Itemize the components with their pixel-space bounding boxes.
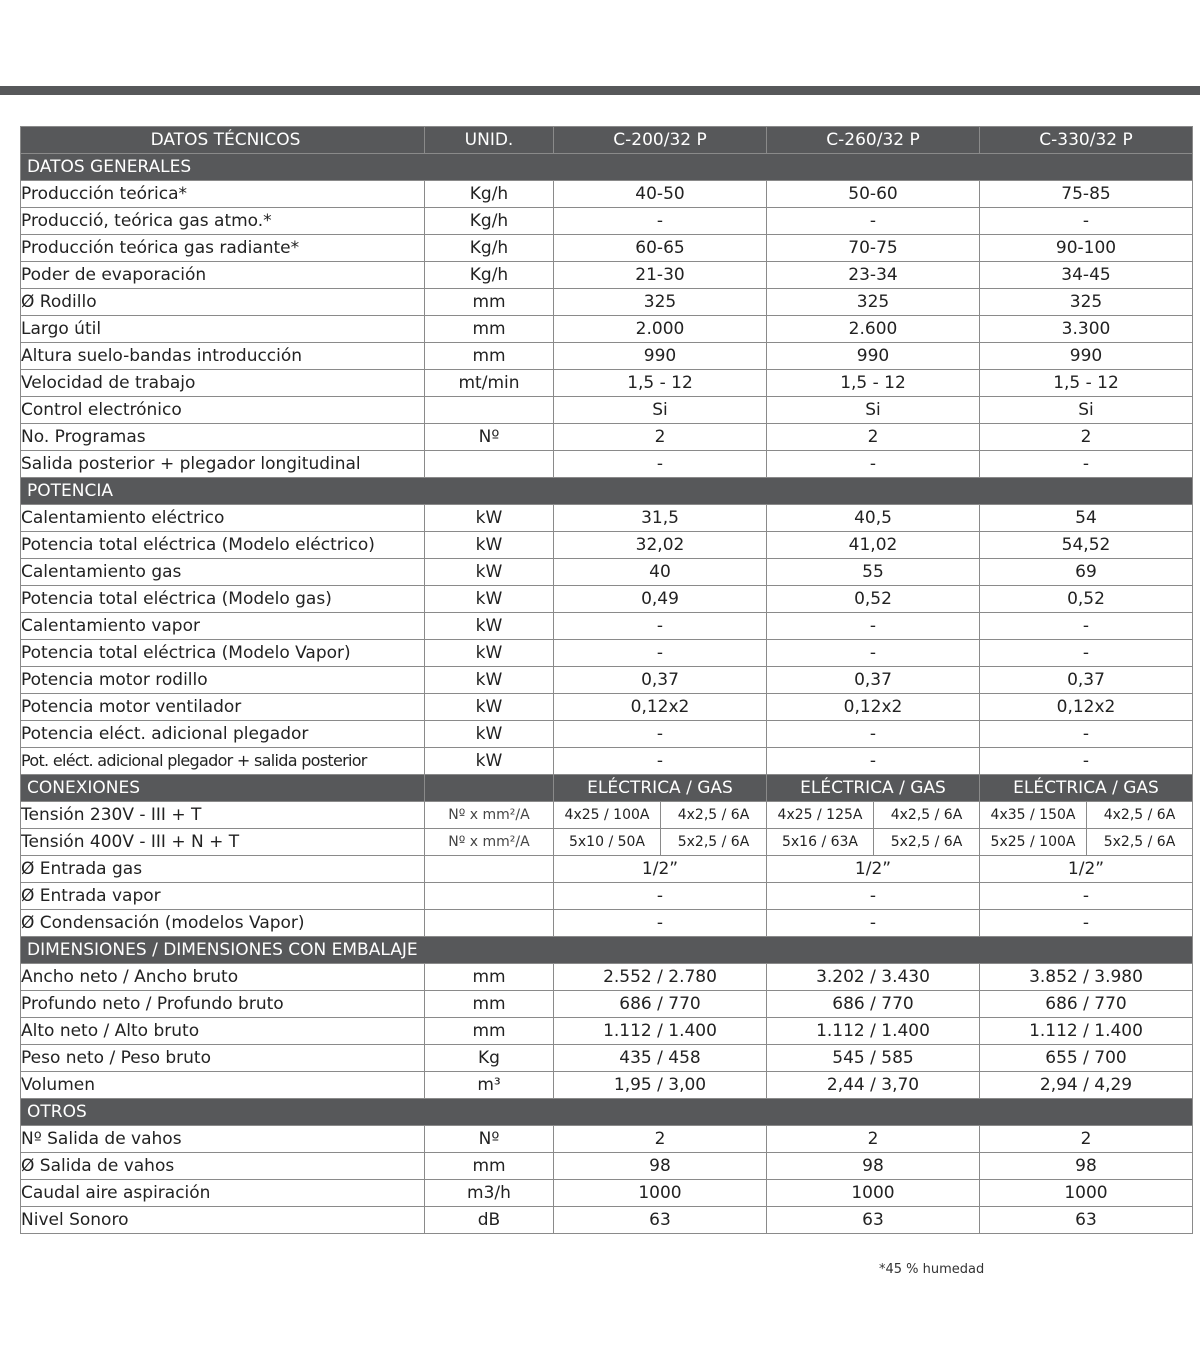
section-header-otros [21, 1099, 1193, 1126]
section-header-conexiones [21, 775, 1193, 802]
row-value: 3.202 / 3.430 [767, 964, 980, 991]
row-value: 63 [980, 1207, 1193, 1234]
row-value-gas: 5x2,5 / 6A [874, 829, 980, 856]
row-value: - [767, 613, 980, 640]
row-label: Ø Entrada gas [21, 856, 425, 883]
row-value: 2 [980, 1126, 1193, 1153]
table-row [21, 262, 1193, 289]
row-unit: mt/min [425, 370, 554, 397]
table-row [21, 721, 1193, 748]
row-label: Peso neto / Peso bruto [21, 1045, 425, 1072]
row-label: Ø Condensación (modelos Vapor) [21, 910, 425, 937]
table-row [21, 1045, 1193, 1072]
row-unit: Kg/h [425, 235, 554, 262]
row-value-gas: 5x2,5 / 6A [1087, 829, 1193, 856]
row-value: 70-75 [767, 235, 980, 262]
row-value: - [554, 910, 767, 937]
row-value: 1,5 - 12 [980, 370, 1193, 397]
row-unit: kW [425, 640, 554, 667]
section-value: ELÉCTRICA / GAS [767, 775, 980, 802]
row-unit: Nº x mm²/A [425, 802, 554, 829]
row-unit: m3/h [425, 1180, 554, 1207]
section-title: DATOS GENERALES [21, 154, 1193, 181]
table-row [21, 586, 1193, 613]
row-label: Producció, teórica gas atmo.* [21, 208, 425, 235]
row-label: Ancho neto / Ancho bruto [21, 964, 425, 991]
row-unit [425, 451, 554, 478]
row-value: - [980, 613, 1193, 640]
row-label: Potencia total eléctrica (Modelo gas) [21, 586, 425, 613]
row-value: 98 [767, 1153, 980, 1180]
row-value: 50-60 [767, 181, 980, 208]
row-value: 54 [980, 505, 1193, 532]
row-value: 23-34 [767, 262, 980, 289]
section-title: OTROS [21, 1099, 1193, 1126]
row-value: 325 [980, 289, 1193, 316]
row-value: 1.112 / 1.400 [980, 1018, 1193, 1045]
row-value-gas: 5x2,5 / 6A [661, 829, 767, 856]
spec-table [20, 126, 1193, 1234]
row-value: - [767, 451, 980, 478]
section-header-general [21, 154, 1193, 181]
row-value: 90-100 [980, 235, 1193, 262]
row-value: 1/2” [554, 856, 767, 883]
row-unit: Kg/h [425, 208, 554, 235]
row-label: Calentamiento eléctrico [21, 505, 425, 532]
row-value-electric: 4x35 / 150A [980, 802, 1087, 829]
row-value: 990 [980, 343, 1193, 370]
row-value: - [980, 910, 1193, 937]
row-value: 325 [767, 289, 980, 316]
row-value: 3.300 [980, 316, 1193, 343]
header-model-2: C-260/32 P [767, 127, 980, 154]
row-value-gas: 4x2,5 / 6A [1087, 802, 1193, 829]
row-value: 21-30 [554, 262, 767, 289]
row-value: - [767, 640, 980, 667]
row-unit: Nº x mm²/A [425, 829, 554, 856]
row-value: 1000 [554, 1180, 767, 1207]
row-value: 2 [767, 1126, 980, 1153]
row-value: 31,5 [554, 505, 767, 532]
table-row [21, 991, 1193, 1018]
row-value: 63 [554, 1207, 767, 1234]
row-value: 41,02 [767, 532, 980, 559]
row-value: 75-85 [980, 181, 1193, 208]
row-label: Profundo neto / Profundo bruto [21, 991, 425, 1018]
row-unit: mm [425, 316, 554, 343]
table-row [21, 694, 1193, 721]
section-header-potencia [21, 478, 1193, 505]
row-unit: dB [425, 1207, 554, 1234]
table-row [21, 451, 1193, 478]
row-label: Producción teórica* [21, 181, 425, 208]
table-row [21, 532, 1193, 559]
row-unit: kW [425, 667, 554, 694]
row-value: 69 [980, 559, 1193, 586]
row-value: - [554, 640, 767, 667]
row-label: Producción teórica gas radiante* [21, 235, 425, 262]
row-value-gas: 4x2,5 / 6A [874, 802, 980, 829]
row-value: Si [554, 397, 767, 424]
row-value: 545 / 585 [767, 1045, 980, 1072]
top-divider-bar [0, 86, 1200, 95]
row-value: 435 / 458 [554, 1045, 767, 1072]
row-value: 54,52 [980, 532, 1193, 559]
table-header-row [21, 127, 1193, 154]
row-value: 990 [767, 343, 980, 370]
row-value: - [767, 748, 980, 775]
table-row [21, 235, 1193, 262]
table-row [21, 181, 1193, 208]
row-value: - [554, 748, 767, 775]
row-value: 2.000 [554, 316, 767, 343]
table-row [21, 667, 1193, 694]
row-unit: m³ [425, 1072, 554, 1099]
table-row [21, 505, 1193, 532]
row-value: - [554, 613, 767, 640]
row-label: Calentamiento gas [21, 559, 425, 586]
row-unit: Kg/h [425, 181, 554, 208]
footnote: *45 % humedad [879, 1262, 985, 1277]
row-value: 1,5 - 12 [554, 370, 767, 397]
table-row [21, 613, 1193, 640]
section-unit-cell [425, 775, 554, 802]
row-unit: Kg/h [425, 262, 554, 289]
row-value: 0,37 [980, 667, 1193, 694]
row-label: Ø Salida de vahos [21, 1153, 425, 1180]
row-value-electric: 5x10 / 50A [554, 829, 661, 856]
row-value-electric: 4x25 / 125A [767, 802, 874, 829]
row-unit: Nº [425, 424, 554, 451]
row-label: Potencia total eléctrica (Modelo Vapor) [21, 640, 425, 667]
row-value-electric: 5x25 / 100A [980, 829, 1087, 856]
row-value-gas: 4x2,5 / 6A [661, 802, 767, 829]
table-row [21, 829, 1193, 856]
table-row [21, 208, 1193, 235]
table-row [21, 424, 1193, 451]
table-row [21, 802, 1193, 829]
table-row [21, 883, 1193, 910]
row-value: 325 [554, 289, 767, 316]
row-value: - [980, 883, 1193, 910]
table-row [21, 289, 1193, 316]
row-value: 2,44 / 3,70 [767, 1072, 980, 1099]
row-value: 1,5 - 12 [767, 370, 980, 397]
table-row [21, 1153, 1193, 1180]
row-label: Alto neto / Alto bruto [21, 1018, 425, 1045]
row-unit: mm [425, 1153, 554, 1180]
row-value: 2,94 / 4,29 [980, 1072, 1193, 1099]
row-value: 686 / 770 [980, 991, 1193, 1018]
row-value: 55 [767, 559, 980, 586]
row-value: 34-45 [980, 262, 1193, 289]
row-unit: mm [425, 289, 554, 316]
table-row [21, 1207, 1193, 1234]
row-value: - [554, 883, 767, 910]
row-value: 0,52 [980, 586, 1193, 613]
row-label: Caudal aire aspiración [21, 1180, 425, 1207]
row-value: - [767, 721, 980, 748]
table-row [21, 559, 1193, 586]
row-value: 0,52 [767, 586, 980, 613]
row-value: 686 / 770 [767, 991, 980, 1018]
row-unit [425, 910, 554, 937]
row-label: Poder de evaporación [21, 262, 425, 289]
row-value: 686 / 770 [554, 991, 767, 1018]
row-value: 32,02 [554, 532, 767, 559]
row-value: - [554, 721, 767, 748]
row-unit: kW [425, 694, 554, 721]
row-value: 0,49 [554, 586, 767, 613]
row-label: Velocidad de trabajo [21, 370, 425, 397]
table-row [21, 397, 1193, 424]
row-unit: kW [425, 505, 554, 532]
row-value: 2.600 [767, 316, 980, 343]
row-value: - [767, 883, 980, 910]
table-row [21, 316, 1193, 343]
row-value: - [980, 208, 1193, 235]
row-value: 1000 [767, 1180, 980, 1207]
row-value: 60-65 [554, 235, 767, 262]
row-value: 40 [554, 559, 767, 586]
row-value: - [980, 748, 1193, 775]
row-value: 1.112 / 1.400 [554, 1018, 767, 1045]
row-value: 98 [980, 1153, 1193, 1180]
row-value-electric: 5x16 / 63A [767, 829, 874, 856]
section-title: DIMENSIONES / DIMENSIONES CON EMBALAJE [21, 937, 1193, 964]
row-value: 3.852 / 3.980 [980, 964, 1193, 991]
row-unit [425, 883, 554, 910]
header-unit: UNID. [425, 127, 554, 154]
row-value: - [767, 910, 980, 937]
row-unit: kW [425, 532, 554, 559]
row-value: Si [767, 397, 980, 424]
row-unit: kW [425, 721, 554, 748]
row-label: Potencia motor rodillo [21, 667, 425, 694]
row-unit: Nº [425, 1126, 554, 1153]
row-value: 98 [554, 1153, 767, 1180]
row-value: 990 [554, 343, 767, 370]
row-value: 0,12x2 [767, 694, 980, 721]
row-value: Si [980, 397, 1193, 424]
header-model-3: C-330/32 P [980, 127, 1193, 154]
row-value: 655 / 700 [980, 1045, 1193, 1072]
row-unit [425, 397, 554, 424]
header-model-1: C-200/32 P [554, 127, 767, 154]
row-label: Nº Salida de vahos [21, 1126, 425, 1153]
section-value: ELÉCTRICA / GAS [554, 775, 767, 802]
row-value: - [767, 208, 980, 235]
row-label: Largo útil [21, 316, 425, 343]
row-unit: kW [425, 748, 554, 775]
row-unit: kW [425, 559, 554, 586]
row-label: Potencia total eléctrica (Modelo eléctrico) [21, 532, 425, 559]
row-value: 1.112 / 1.400 [767, 1018, 980, 1045]
row-label: Salida posterior + plegador longitudinal [21, 451, 425, 478]
row-value: - [980, 451, 1193, 478]
table-row [21, 1180, 1193, 1207]
section-value: ELÉCTRICA / GAS [980, 775, 1193, 802]
header-title: DATOS TÉCNICOS [21, 127, 425, 154]
row-value: 1/2” [980, 856, 1193, 883]
section-header-dimensiones [21, 937, 1193, 964]
row-value: 1,95 / 3,00 [554, 1072, 767, 1099]
row-value: 2 [980, 424, 1193, 451]
row-label: Pot. eléct. adicional plegador + salida posterior [21, 748, 425, 775]
table-row [21, 910, 1193, 937]
row-label: Potencia eléct. adicional plegador [21, 721, 425, 748]
table-row [21, 343, 1193, 370]
row-label: Altura suelo-bandas introducción [21, 343, 425, 370]
row-value: 1000 [980, 1180, 1193, 1207]
row-unit: mm [425, 991, 554, 1018]
row-label: Nivel Sonoro [21, 1207, 425, 1234]
row-value: 2.552 / 2.780 [554, 964, 767, 991]
table-row [21, 1072, 1193, 1099]
row-label: Tensión 400V - III + N + T [21, 829, 425, 856]
row-value: 0,12x2 [554, 694, 767, 721]
row-unit: kW [425, 613, 554, 640]
row-value-electric: 4x25 / 100A [554, 802, 661, 829]
row-value: 40,5 [767, 505, 980, 532]
row-label: Tensión 230V - III + T [21, 802, 425, 829]
row-value: 63 [767, 1207, 980, 1234]
section-title: POTENCIA [21, 478, 1193, 505]
row-value: 40-50 [554, 181, 767, 208]
row-label: Calentamiento vapor [21, 613, 425, 640]
table-row [21, 748, 1193, 775]
table-row [21, 856, 1193, 883]
row-label: No. Programas [21, 424, 425, 451]
table-row [21, 640, 1193, 667]
table-row [21, 964, 1193, 991]
row-label: Ø Entrada vapor [21, 883, 425, 910]
row-unit: mm [425, 964, 554, 991]
row-value: 0,37 [554, 667, 767, 694]
table-row [21, 1126, 1193, 1153]
row-unit: mm [425, 343, 554, 370]
row-label: Ø Rodillo [21, 289, 425, 316]
row-label: Control electrónico [21, 397, 425, 424]
table-row [21, 1018, 1193, 1045]
row-unit: kW [425, 586, 554, 613]
row-unit: Kg [425, 1045, 554, 1072]
row-unit: mm [425, 1018, 554, 1045]
row-value: - [980, 721, 1193, 748]
row-label: Potencia motor ventilador [21, 694, 425, 721]
row-value: 0,12x2 [980, 694, 1193, 721]
row-value: 2 [554, 424, 767, 451]
row-value: 0,37 [767, 667, 980, 694]
row-value: - [980, 640, 1193, 667]
row-value: 2 [554, 1126, 767, 1153]
row-value: - [554, 208, 767, 235]
row-unit [425, 856, 554, 883]
row-value: 1/2” [767, 856, 980, 883]
section-title: CONEXIONES [21, 775, 425, 802]
row-label: Volumen [21, 1072, 425, 1099]
row-value: - [554, 451, 767, 478]
table-row [21, 370, 1193, 397]
row-value: 2 [767, 424, 980, 451]
